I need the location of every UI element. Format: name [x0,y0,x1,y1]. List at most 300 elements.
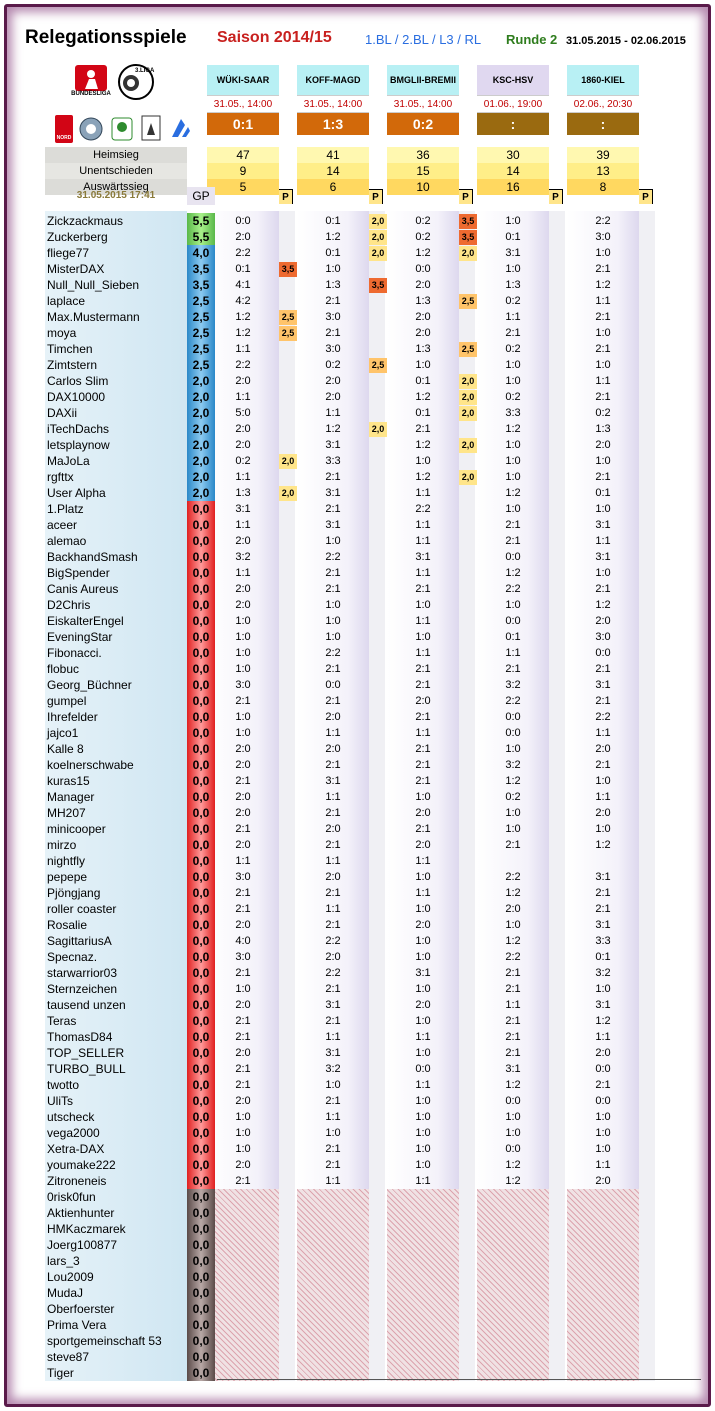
player-name[interactable]: Prima Vera [47,1318,107,1332]
player-name[interactable]: MisterDAX [47,262,105,276]
player-total-points: 0,0 [187,597,215,613]
player-tip: 2:1 [325,503,341,515]
table-row [45,373,701,389]
table-row [45,901,701,917]
player-name[interactable]: lars_3 [47,1254,80,1268]
league-logos [45,63,205,149]
player-tip: 2:0 [595,743,611,755]
player-tip: 1:0 [505,919,521,931]
player-tip [297,1237,369,1253]
player-tip: 0:1 [235,263,251,275]
player-total-points: 3,5 [187,277,215,293]
player-name[interactable]: ThomasD84 [47,1030,113,1044]
player-name[interactable]: moya [47,326,77,340]
player-total-points: 0,0 [187,741,215,757]
player-tip: 1:2 [505,423,521,435]
table-row [45,1189,701,1205]
player-tip: 2:0 [415,839,431,851]
player-name[interactable]: fliege77 [47,246,90,260]
player-total-points: 0,0 [187,1141,215,1157]
player-tip: 2:1 [595,391,611,403]
match-teams: KSC-HSV [477,65,549,95]
player-tip: 2:1 [415,775,431,787]
match-teams: KOFF-MAGD [297,65,369,95]
player-name[interactable]: BackhandSmash [47,550,138,564]
player-tip: 1:0 [415,1047,431,1059]
player-tip: 0:1 [415,375,431,387]
table-row [45,789,701,805]
player-tip: 1:1 [415,535,431,547]
player-tip: 1:0 [505,503,521,515]
page-title: Relegationsspiele [25,27,187,48]
player-tip: 0:2 [505,791,521,803]
player-tip [297,1333,369,1349]
player-tip: 1:0 [595,567,611,579]
nord-wordmark: NORD [56,135,72,141]
player-name[interactable]: Specnaz. [47,950,98,964]
table-row [45,533,701,549]
player-name[interactable]: rgfttx [47,470,74,484]
stat-unentschieden-value: 14 [297,163,369,179]
player-tip: 1:2 [595,599,611,611]
player-match-points: 2,0 [369,246,387,261]
player-name[interactable]: MH207 [47,806,86,820]
player-name[interactable]: MudaJ [47,1286,84,1300]
player-total-points: 5,5 [187,229,215,245]
player-total-points: 0,0 [187,1237,215,1253]
player-name[interactable]: UliTs [47,1094,73,1108]
player-tip: 2:0 [235,807,251,819]
player-tip: 1:3 [325,279,341,291]
player-tip: 0:1 [595,951,611,963]
player-tip: 3:2 [505,679,521,691]
player-tip: 3:3 [325,455,341,467]
player-tip: 2:0 [235,1095,251,1107]
player-total-points: 3,5 [187,261,215,277]
player-match-points: 2,0 [459,470,477,485]
player-total-points: 0,0 [187,933,215,949]
player-tip: 0:0 [415,1063,431,1075]
player-name[interactable]: iTechDachs [47,422,110,436]
player-name[interactable]: Kalle 8 [47,742,84,756]
player-name[interactable]: Max.Mustermann [47,310,140,324]
player-tip: 2:0 [235,583,251,595]
player-total-points: 0,0 [187,1157,215,1173]
player-name[interactable]: Zuckerberg [47,230,108,244]
player-tip: 1:1 [415,887,431,899]
player-tip: 2:1 [325,983,341,995]
table-row [45,917,701,933]
stat-unentschieden-value: 9 [207,163,279,179]
player-name[interactable]: Rosalie [47,918,88,932]
player-tip: 1:1 [235,855,251,867]
table-row [45,853,701,869]
player-tip: 1:0 [505,1111,521,1123]
player-tip: 2:1 [235,775,251,787]
player-match-points: 3,5 [279,262,297,277]
player-total-points: 2,5 [187,357,215,373]
player-name[interactable]: sportgemeinschaft 53 [47,1334,162,1348]
player-tip: 2:2 [325,647,341,659]
player-tip: 2:0 [235,535,251,547]
player-tip: 2:1 [325,695,341,707]
player-name[interactable]: gumpel [47,694,87,708]
player-name[interactable]: Teras [47,1014,77,1028]
player-tip: 0:0 [505,551,521,563]
player-total-points: 2,0 [187,469,215,485]
player-tip: 3:2 [595,967,611,979]
player-name[interactable]: Ihrefelder [47,710,98,724]
player-name[interactable]: tausend unzen [47,998,126,1012]
player-name[interactable]: SagittariusA [47,934,112,948]
stat-auswaertssieg-value: 16 [477,179,549,195]
player-name[interactable]: Sternzeichen [47,982,118,996]
table-row [45,677,701,693]
player-tip: 0:1 [325,247,341,259]
player-tip: 1:0 [505,215,521,227]
player-name[interactable]: pepepe [47,870,88,884]
player-tip: 2:1 [235,823,251,835]
player-tip: 1:1 [235,519,251,531]
player-name[interactable]: kuras15 [47,774,90,788]
player-tip: 2:2 [235,247,251,259]
player-name[interactable]: jajco1 [47,726,79,740]
table-row [45,1125,701,1141]
player-tip: 1:1 [595,1031,611,1043]
player-tip: 3:1 [595,999,611,1011]
player-tip: 2:1 [325,471,341,483]
player-tip: 1:0 [235,663,251,675]
player-match-points: 2,0 [279,454,297,469]
player-total-points: 0,0 [187,629,215,645]
player-total-points: 0,0 [187,885,215,901]
player-match-points: 3,5 [459,214,477,229]
player-tip: 0:0 [505,1095,521,1107]
player-name[interactable]: alemao [47,534,87,548]
player-tip [387,1189,459,1205]
player-tip [297,1317,369,1333]
table-row [45,933,701,949]
table-row [45,869,701,885]
table-row [45,645,701,661]
season-label: Saison 2014/15 [217,29,332,46]
player-tip: 2:1 [595,311,611,323]
player-match-points: 2,5 [459,342,477,357]
player-name[interactable]: MaJoLa [47,454,90,468]
dfb-logo [169,115,193,141]
player-total-points: 0,0 [187,1333,215,1349]
player-tip: 1:1 [415,1175,431,1187]
player-match-points: 2,0 [459,246,477,261]
player-name[interactable]: nightfly [47,854,86,868]
player-tip: 2:1 [325,567,341,579]
table-row [45,549,701,565]
player-tip: 2:1 [325,1095,341,1107]
player-tip: 1:2 [595,279,611,291]
player-tip [567,1301,639,1317]
table-row [45,693,701,709]
player-name[interactable]: Zimtstern [47,358,98,372]
player-tip: 1:0 [415,1143,431,1155]
table-row [45,405,701,421]
player-tip: 3:1 [595,871,611,883]
player-total-points: 0,0 [187,789,215,805]
player-name[interactable]: steve87 [47,1350,90,1364]
player-tip: 1:2 [505,1175,521,1187]
table-row [45,1253,701,1269]
player-tip [477,1333,549,1349]
player-tip: 2:1 [595,343,611,355]
player-name[interactable]: TOP_SELLER [47,1046,125,1060]
player-tip: 2:1 [505,327,521,339]
player-tip: 2:0 [235,231,251,243]
player-tip: 1:0 [595,1127,611,1139]
player-name[interactable]: Timchen [47,342,93,356]
player-tip: 3:1 [325,487,341,499]
player-tip: 1:0 [235,631,251,643]
player-tip [387,1285,459,1301]
player-name[interactable]: Aktienhunter [47,1206,115,1220]
table-row [45,1077,701,1093]
player-match-points: 3,5 [459,230,477,245]
player-name[interactable]: 1.Platz [47,502,84,516]
player-tip: 1:2 [415,471,431,483]
player-tip: 1:1 [415,1079,431,1091]
player-tip: 2:1 [595,759,611,771]
player-tip: 2:0 [235,1159,251,1171]
table-row [45,1317,701,1333]
player-tip: 1:0 [325,615,341,627]
bundesliga-wordmark: BUNDESLIGA [71,91,111,97]
player-tip: 2:2 [325,967,341,979]
player-total-points: 2,0 [187,373,215,389]
player-tip: 3:2 [235,551,251,563]
player-tip: 1:2 [595,839,611,851]
player-name[interactable]: EiskalterEngel [47,614,124,628]
player-tip: 1:2 [235,327,251,339]
player-name[interactable]: Fibonacci. [47,646,102,660]
player-tip: 2:1 [415,679,431,691]
player-name[interactable]: starwarrior03 [47,966,118,980]
table-row [45,485,701,501]
table-row [45,1285,701,1301]
match-header [477,65,549,135]
player-tip [477,1253,549,1269]
points-column-header: P [369,189,383,204]
player-name[interactable]: mirzo [47,838,77,852]
player-tip: 2:1 [415,711,431,723]
player-tip: 2:2 [505,695,521,707]
player-tip: 1:1 [415,519,431,531]
player-tip: 1:0 [415,951,431,963]
player-name[interactable]: flobuc [47,662,80,676]
player-tip: 2:0 [415,999,431,1011]
player-name[interactable]: koelnerschwabe [47,758,134,772]
player-name[interactable]: Xetra-DAX [47,1142,105,1156]
player-name[interactable]: twotto [47,1078,80,1092]
player-tip: 2:0 [325,823,341,835]
player-name[interactable]: 0risk0fun [47,1190,96,1204]
player-tip [207,1301,279,1317]
player-tip: 1:2 [505,775,521,787]
player-tip: 2:0 [235,1047,251,1059]
player-tip [477,1189,549,1205]
player-tip: 3:2 [325,1063,341,1075]
player-tip: 4:0 [235,935,251,947]
leagues-label: 1.BL / 2.BL / L3 / RL [365,32,482,47]
player-match-points: 2,0 [459,406,477,421]
player-tip: 2:0 [235,839,251,851]
player-name[interactable]: EveningStar [47,630,113,644]
player-total-points: 2,0 [187,453,215,469]
player-tip: 2:0 [235,743,251,755]
player-total-points: 4,0 [187,245,215,261]
player-tip: 2:0 [235,759,251,771]
player-tip: 2:2 [505,871,521,883]
table-row [45,821,701,837]
player-name[interactable]: DAXii [47,406,78,420]
player-tip: 1:1 [595,791,611,803]
player-total-points: 0,0 [187,1013,215,1029]
player-tip [477,853,549,869]
player-name[interactable]: D2Chris [47,598,91,612]
player-tip: 1:2 [415,439,431,451]
player-tip: 0:1 [505,631,521,643]
player-tip: 0:0 [505,615,521,627]
player-tip: 1:1 [415,615,431,627]
player-tip: 2:1 [235,903,251,915]
player-tip [387,1317,459,1333]
player-tip: 1:0 [505,743,521,755]
player-tip: 2:0 [235,791,251,803]
player-tip: 2:0 [235,919,251,931]
player-tip [207,1237,279,1253]
player-name[interactable]: Canis Aureus [47,582,119,596]
player-name[interactable]: BigSpender [47,566,110,580]
player-total-points: 0,0 [187,1221,215,1237]
table-row [45,421,701,437]
player-tip: 2:0 [235,599,251,611]
player-tip [567,1269,639,1285]
player-name[interactable]: Zickzackmaus [47,214,124,228]
player-name[interactable]: vega2000 [47,1126,100,1140]
player-name[interactable]: Oberfoerster [47,1302,115,1316]
match-teams: WÜKI-SAAR [207,65,279,95]
player-tip: 2:1 [505,1031,521,1043]
player-tip: 2:2 [235,359,251,371]
player-tip [477,1285,549,1301]
player-name[interactable]: youmake222 [47,1158,116,1172]
player-total-points: 0,0 [187,837,215,853]
table-row [45,517,701,533]
table-row [45,229,701,245]
match-header [297,65,369,135]
table-row [45,965,701,981]
player-tip: 1:1 [505,647,521,659]
player-name[interactable]: roller coaster [47,902,117,916]
player-name[interactable]: Lou2009 [47,1270,94,1284]
player-tip: 2:1 [415,823,431,835]
player-tip: 1:3 [415,295,431,307]
player-name[interactable]: DAX10000 [47,390,106,404]
player-tip: 2:1 [595,471,611,483]
player-name[interactable]: minicooper [47,822,106,836]
player-total-points: 0,0 [187,613,215,629]
player-name[interactable]: letsplaynow [47,438,110,452]
player-tip [297,1301,369,1317]
player-tip: 0:2 [505,343,521,355]
player-tip: 1:1 [235,343,251,355]
stat-heimsieg-value: 47 [207,147,279,163]
player-name[interactable]: Georg_Büchner [47,678,132,692]
player-tip: 2:1 [325,295,341,307]
player-tip: 1:0 [595,359,611,371]
player-tip: 2:2 [505,583,521,595]
player-name[interactable]: Joerg100877 [47,1238,118,1252]
player-tip: 2:0 [415,695,431,707]
table-row [45,341,701,357]
player-tip: 1:1 [595,727,611,739]
table-row [45,709,701,725]
player-tip: 0:0 [595,1063,611,1075]
player-total-points: 0,0 [187,565,215,581]
player-tip: 2:0 [415,919,431,931]
player-name[interactable]: Null_Null_Sieben [47,278,140,292]
table-row [45,997,701,1013]
player-tip: 0:2 [325,359,341,371]
player-name[interactable]: User Alpha [47,486,106,500]
player-tip: 2:0 [235,375,251,387]
player-tip [567,1317,639,1333]
player-tip: 1:1 [595,375,611,387]
player-tip: 1:0 [325,1127,341,1139]
player-tip: 2:1 [325,663,341,675]
player-tip: 2:1 [325,583,341,595]
player-tip: 3:1 [595,551,611,563]
table-row [45,1109,701,1125]
player-tip: 2:0 [415,327,431,339]
player-tip: 1:0 [595,503,611,515]
player-total-points: 0,0 [187,965,215,981]
player-name[interactable]: Tiger [47,1366,74,1380]
dfb-ball-logo [79,117,103,141]
page-frame [4,4,711,1407]
player-tip: 2:1 [415,743,431,755]
player-name[interactable]: Carlos Slim [47,374,109,388]
player-name[interactable]: aceer [47,518,78,532]
player-tip: 2:1 [595,583,611,595]
player-name[interactable]: utscheck [47,1110,95,1124]
player-name[interactable]: Pjöngjang [47,886,101,900]
player-tip: 1:0 [505,471,521,483]
match-kickoff: 31.05., 14:00 [207,95,279,113]
player-name[interactable]: laplace [47,294,86,308]
player-name[interactable]: Zitroneneis [47,1174,107,1188]
player-tip: 1:0 [235,1143,251,1155]
player-total-points: 2,5 [187,293,215,309]
player-name[interactable]: Manager [47,790,95,804]
player-name[interactable]: HMKaczmarek [47,1222,126,1236]
player-total-points: 0,0 [187,501,215,517]
player-total-points: 2,0 [187,405,215,421]
player-total-points: 2,0 [187,421,215,437]
player-name[interactable]: TURBO_BULL [47,1062,126,1076]
player-tip: 1:3 [415,343,431,355]
player-total-points: 0,0 [187,1285,215,1301]
player-total-points: 0,0 [187,901,215,917]
player-tip: 2:1 [235,887,251,899]
player-tip: 3:0 [325,343,341,355]
